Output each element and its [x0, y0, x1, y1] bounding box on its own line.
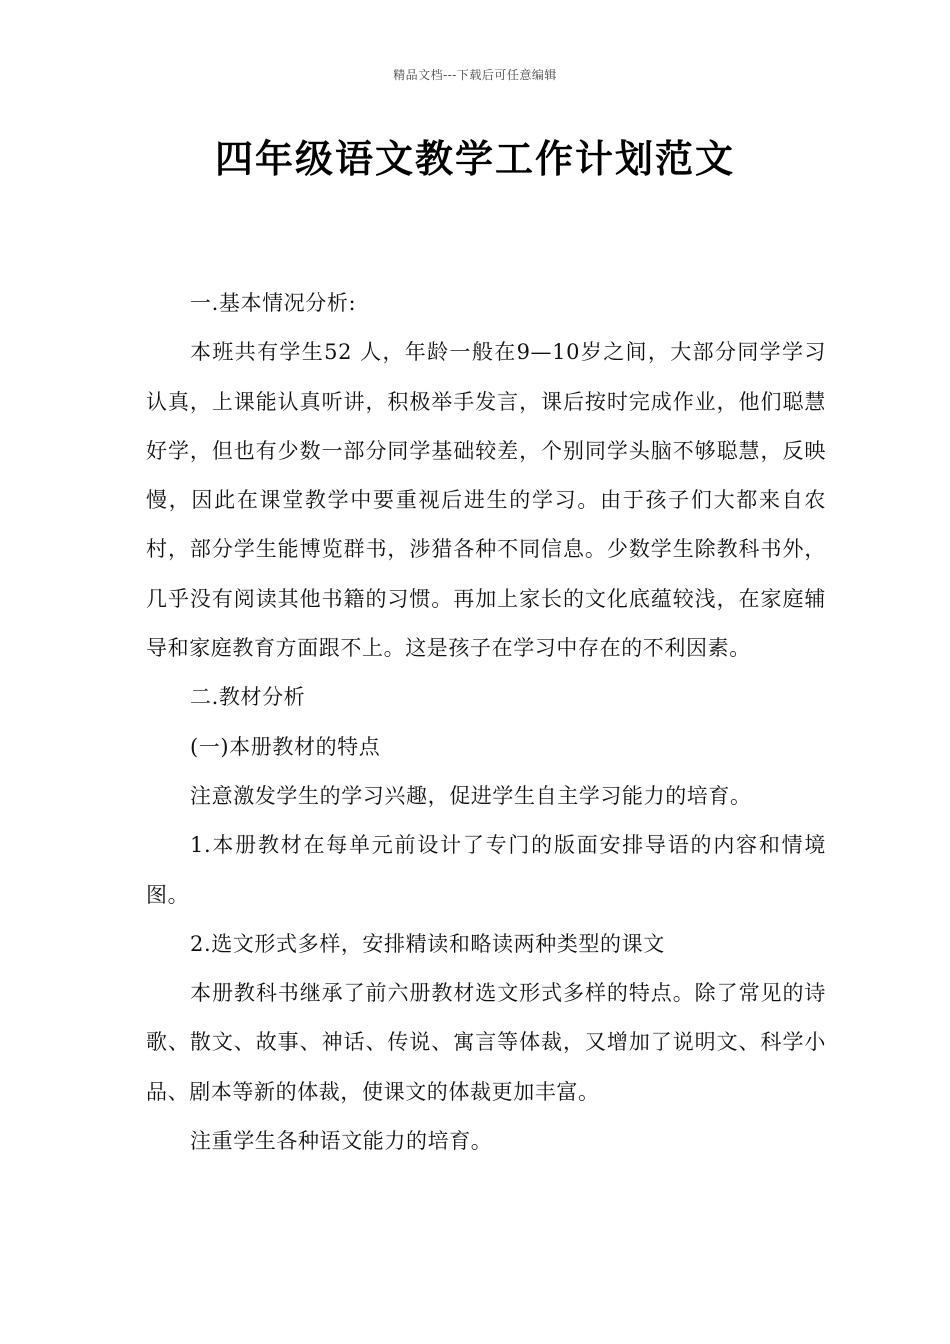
list-item: 2.选文形式多样，安排精读和略读两种类型的课文	[190, 931, 665, 956]
document-title: 四年级语文教学工作计划范文	[214, 137, 735, 181]
section-heading: 一.基本情况分析:	[190, 291, 357, 315]
list-item: 1.本册教材在每单元前设计了专门的版面安排导语的内容和情境图。	[146, 833, 826, 907]
paragraph: 注意激发学生的学习兴趣，促进学生自主学习能力的培育。	[190, 783, 752, 808]
paragraph: 本班共有学生52 人，年龄一般在9—10岁之间，大部分同学学习认真，上课能认真听讲，积极举手发言，课后按时完成作业，他们聪慧好学，但也有少数一部分同学基础较差，个别同学头脑不够聪慧，反映慢，因此在课堂教学中要重视后进生的学习。由于孩子们大都来自农村，部分学生能博览群书，涉猎各种不同信息。少数学生除教科书外，几乎没有阅读其他书籍的习惯。再加上家长的文化底蕴较浅，在家庭辅导和家庭教育方面跟不上。这是孩子在学习中存在的不利因素。	[146, 340, 826, 661]
paragraph: 注重学生各种语文能力的培育。	[190, 1129, 493, 1154]
paragraph: 本册教科书继承了前六册教材选文形式多样的特点。除了常见的诗歌、散文、故事、神话、传说、寓言等体裁，又增加了说明文、科学小品、剧本等新的体裁，使课文的体裁更加丰富。	[146, 981, 826, 1104]
document-body	[146, 279, 826, 1166]
section-heading: 二.教材分析	[190, 685, 306, 710]
page-header: 精品文档---下载后可任意编辑	[393, 68, 557, 82]
subsection-heading: (一)本册教材的特点	[190, 734, 381, 759]
